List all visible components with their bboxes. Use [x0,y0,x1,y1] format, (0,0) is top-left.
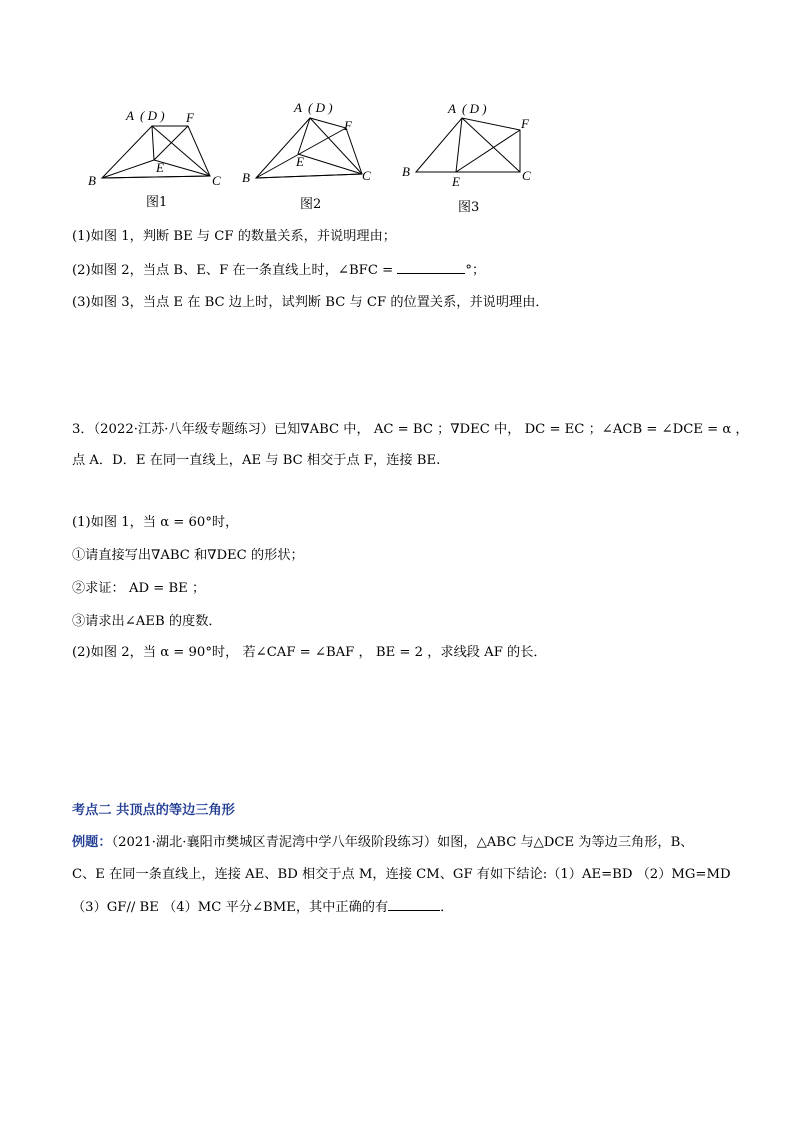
q3-sub-1: (1)如图 1，当 α = 60°时， [72,515,239,530]
fig2-label-c: C [362,168,371,183]
q2-part-2-suffix: °； [465,263,486,278]
fig2-bf [256,128,346,178]
q2-part-3: (3)如图 3，当点 E 在 BC 边上时，试判断 BC 与 CF 的位置关系，并说明理由． [72,295,549,310]
figure-2-caption: 图2 [300,197,322,212]
q3-sub-1b: ②求证： AD = BE ； [72,581,206,596]
q2-part-2 [72,261,485,280]
figure-3-caption: 图3 [458,200,480,215]
q3-sub-1c: ③请求出∠AEB 的度数． [72,614,222,629]
figure-3-drawing [400,96,550,189]
example-answer-blank[interactable] [388,898,440,911]
fig2-bc [256,174,362,178]
figure-2 [240,96,390,186]
q2-answer-blank[interactable] [397,261,465,274]
q2-part-1: (1)如图 1，判断 BE 与 CF 的数量关系，并说明理由； [72,229,396,244]
fig3-label-e: E [452,174,460,189]
fig1-label-b: B [88,173,96,188]
figure-1 [86,100,236,190]
figure-2-drawing [240,96,390,186]
fig1-label-f: F [186,110,194,125]
fig2-label-a: A [294,100,302,115]
fig3-label-d: ( D ) [462,101,487,116]
fig2-label-b: B [242,170,250,185]
fig3-label-a: A [448,101,456,116]
figure-1-drawing [86,100,236,190]
example-line-3-text: （3）GF// BE （4）MC 平分∠BME，其中正确的有 [72,900,389,915]
figure-3 [400,96,550,189]
section-heading: 考点二 共顶点的等边三角形 [72,803,235,818]
fig3-ef [456,130,520,172]
example-line-1 [72,834,693,852]
fig1-label-c: C [212,173,221,188]
fig2-label-d: ( D ) [308,100,333,115]
fig3-ac [462,118,520,172]
example-line-3 [72,898,453,917]
fig3-ae [456,118,462,172]
q3-stem-line-1: 3．（2022·江苏·八年级专题练习）已知∇ABC 中， AC = BC ；∇DEC 中， DC = EC ；∠ACB = ∠DCE = α ， [72,422,749,437]
q3-stem-line-2: 点 A．D．E 在同一直线上，AE 与 BC 相交于点 F，连接 BE. [72,453,441,468]
q2-part-2-text: (2)如图 2，当点 B、E、F 在一条直线上时，∠BFC = [72,263,394,278]
example-line-2: C、E 在同一条直线上，连接 AE、BD 相交于点 M，连接 CM、GF 有如下结论:（1）AE=BD （2）MG=MD [72,867,731,882]
fig2-label-f: F [344,118,352,133]
fig1-label-d: ( D ) [140,108,165,123]
example-line-1-text: （2021·湖北·襄阳市樊城区青泥湾中学八年级阶段练习）如图，△ABC 与△DCE 为等边三角形，B、 [111,835,694,850]
fig1-be [102,160,154,178]
q3-sub-1a: ①请直接写出∇ABC 和∇DEC 的形状； [72,548,304,563]
fig3-label-b: B [402,164,410,179]
q3-sub-2: (2)如图 2，当 α = 90°时， 若∠CAF = ∠BAF ， BE = 2 ，求线段 AF 的长． [72,645,547,660]
fig3-label-c: C [522,168,531,183]
fig1-label-e: E [156,160,164,175]
fig1-bc [102,176,210,178]
fig3-label-f: F [521,116,529,131]
figure-1-caption: 图1 [146,195,168,210]
example-label: 例题： [72,835,112,850]
fig2-label-e: E [296,154,304,169]
fig1-label-a: A [126,108,134,123]
fig1-ae [152,126,154,160]
example-line-3-suffix: ． [440,900,454,915]
